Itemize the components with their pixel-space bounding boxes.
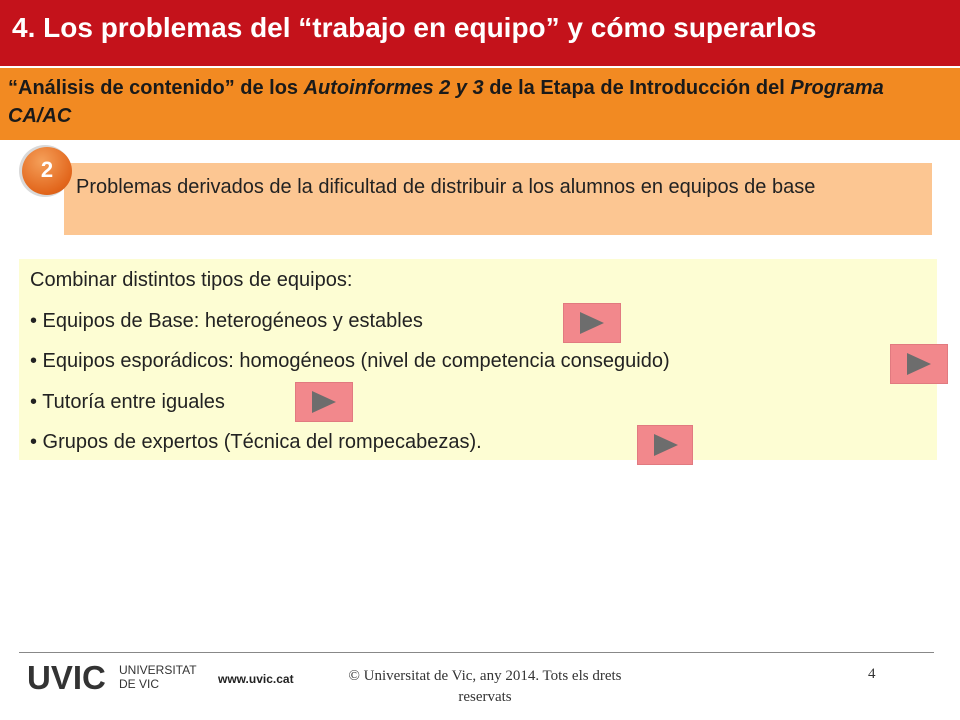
number-badge: 2 [22,147,72,195]
footer-divider [19,652,934,653]
play-icon [564,304,620,342]
play-button-esporadicos[interactable] [890,344,948,384]
play-button-base[interactable] [563,303,621,343]
play-button-expertos[interactable] [637,425,693,465]
problem-text: Problemas derivados de la dificultad de distribuir a los alumnos en equipos de base [76,176,816,198]
intro-text: Combinar distintos tipos de equipos: [30,269,353,291]
list-item-tutoria: • Tutoría entre iguales [30,391,225,413]
problem-box [64,163,932,235]
play-icon [296,383,352,421]
play-button-tutoria[interactable] [295,382,353,422]
title-bar [0,0,960,66]
slide-subtitle: “Análisis de contenido” de los Autoinformes 2 y 3 de la Etapa de Introducción del Programa CA/AC [8,77,884,127]
list-item-esporadicos: • Equipos esporádicos: homogéneos (nivel de competencia conseguido) [30,350,670,372]
play-icon [891,345,947,383]
play-icon [638,426,692,464]
uvic-logo [27,660,217,694]
copyright-notice: © Universitat de Vic, any 2014. Tots els drets reservats [348,668,622,705]
logo-line1: UNIVERSITAT [119,663,197,677]
page-number: 4 [868,666,876,682]
logo-line2: DE VIC [119,677,160,691]
footer-url[interactable]: www.uvic.cat [218,672,294,686]
subtitle-bar [0,68,960,140]
list-item-expertos: • Grupos de expertos (Técnica del rompecabezas). [30,431,482,453]
list-item-base: • Equipos de Base: heterogéneos y estables [30,310,423,332]
logo-main: UVIC [27,660,106,694]
slide-title: 4. Los problemas del “trabajo en equipo” y cómo superarlos [12,12,817,43]
